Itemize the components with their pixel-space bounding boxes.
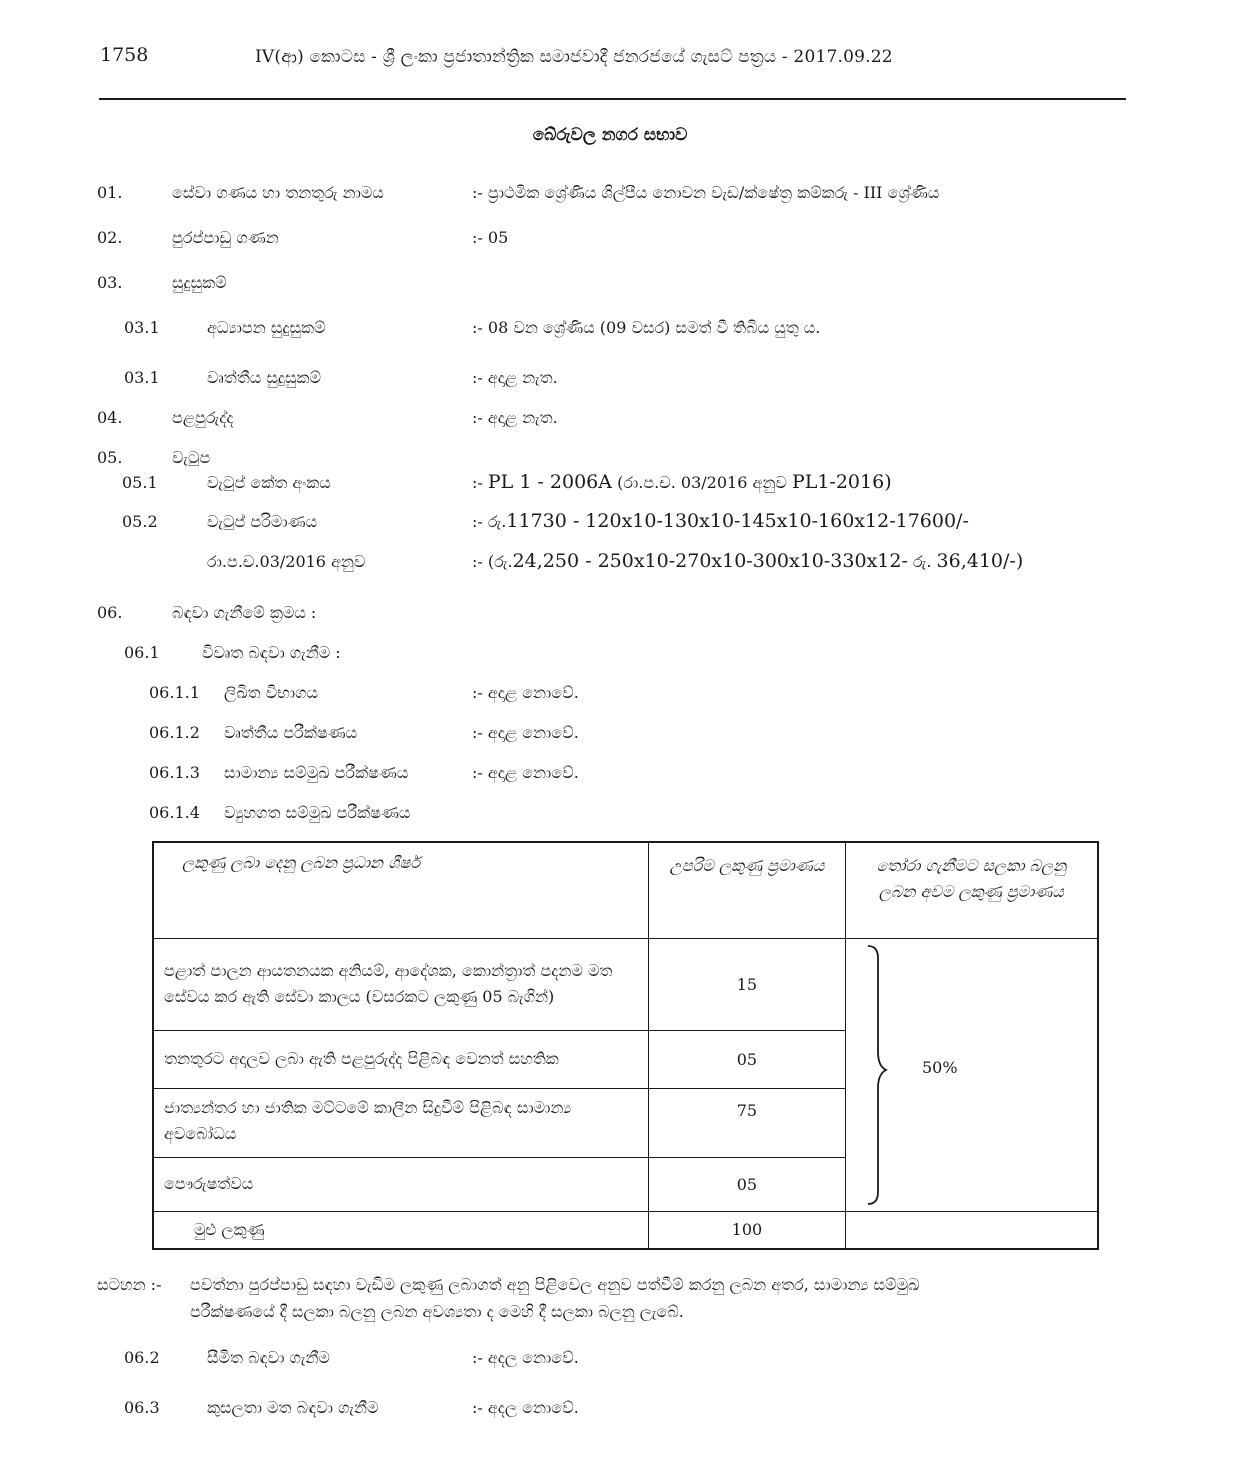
item-label: පළපුරුද්ද [172,408,234,427]
right-brace-icon [866,944,890,1206]
item-number: 05. [97,448,123,467]
header-rule [99,98,1126,100]
total-max-cell: 100 [649,1211,845,1249]
item-label: සුදුසුකම් [172,273,227,292]
item-label: වෘත්තීය සුදුසුකම් [207,368,321,387]
gazette-header: IV(ආ) කොටස - ශ්‍රී ලංකා ප්‍රජාතාන්ත්‍රික සමාජවාදී ජනරජයේ ගැසට් පත්‍රය - 2017.09.22 [255,47,893,67]
item-number: 05.1 [122,473,158,492]
topic-cell: පෞරුෂත්වය [153,1157,649,1211]
item-number: 02. [97,228,123,247]
item-value: :- 05 [472,228,509,247]
value-prefix: :- (රු. [472,552,513,571]
salary-code-new: PL1-2016) [791,471,892,493]
page-number: 1758 [100,44,149,66]
note-line: පවත්නා පුරප්පාඩු සඳහා වැඩිම ලකුණු ලබාගත් අනු පිළිවෙල අනුව පත්වීම් කරනු ලබන අතර, සාමාන්‍ය සම්මුඛ [190,1275,920,1294]
item-label: ලිඛිත විභාගය [224,683,319,702]
item-number: 06.1.3 [149,763,200,782]
item-value [472,471,892,493]
item-number: 06.1 [124,643,160,662]
max-marks-cell: 15 [649,938,845,1030]
item-number: 06.3 [124,1398,160,1417]
value-middle: (රා.ප.ච. 03/2016 අනුව [612,473,792,492]
item-label: වෘත්තීය පරීක්ෂණය [224,723,358,742]
item-value: :- අදාළ නොවේ. [472,763,579,782]
item-label: කුසලතා මත බඳවා ගැනීම [207,1398,379,1417]
salary-code: PL 1 - 2006A [487,471,612,493]
item-label: සේවා ගණය හා තනතුරු නාමය [172,183,384,202]
header-min-marks: තෝරා ගැනීමට සලකා බලනු ලබන අවම ලකුණු ප්‍රමාණය [845,842,1098,938]
item-label: බඳවා ගැනීමේ ක්‍රමය : [172,603,317,622]
item-label: වැටුප [172,448,211,467]
salary-scale: 11730 - 120x10-130x10-145x10-160x12-17600/- [506,510,969,532]
topic-cell: තනතුරට අදාලව ලබා ඇති පළපුරුද්ද පිළිබඳ වෙනත් සහතික [153,1030,649,1088]
item-value: :- අදල නොවේ. [472,1348,579,1367]
item-label: රා.ප.ච.03/2016 අනුව [207,552,366,571]
item-value [472,510,969,532]
item-number: 03.1 [124,318,160,337]
max-marks-cell: 05 [649,1030,845,1088]
table-row [153,938,1098,1030]
min-marks-value: 50% [922,1058,958,1077]
item-number: 06.1.2 [149,723,200,742]
max-marks-cell: 05 [649,1157,845,1211]
item-label: වැටුප් පරිමාණය [207,512,318,531]
marks-table [152,841,1099,1250]
item-number: 06. [97,603,123,622]
salary-scale-new: 24,250 - 250x10-270x10-300x10-330x12- [512,550,908,572]
note-label: සටහන :- [97,1275,162,1294]
item-value: :- අදල නොවේ. [472,1398,579,1417]
item-value: :- අදාළ නැත. [472,408,558,427]
note-line: පරීක්ෂණයේ දී සලකා බලනු ලබන අවශ්‍යතා ද මෙහි දී සලකා බලනු ලැබේ. [190,1302,684,1321]
item-value: :- අදාළ නැත. [472,368,558,387]
document-title: බේරුවල නගර සභාව [532,125,688,145]
value-prefix: :- [472,473,488,492]
header-topic: ලකුණු ලබා දෙනු ලබන ප්‍රධාන ශීර්ෂ [153,842,649,938]
item-value [472,550,1023,572]
salary-scale-end: 36,410/-) [936,550,1024,572]
item-value: :- අදාළ නොවේ. [472,723,579,742]
item-number: 06.1.1 [149,683,200,702]
item-number: 04. [97,408,123,427]
item-number: 01. [97,183,123,202]
item-label: අධ්‍යාපන සුදුසුකම් [207,318,326,337]
item-label: සාමාන්‍ය සම්මුඛ පරීක්ෂණය [224,763,409,782]
item-label: විවෘත බඳවා ගැනීම : [202,643,341,662]
item-number: 03. [97,273,123,292]
max-marks-cell: 75 [649,1088,845,1157]
item-number: 06.1.4 [149,803,200,822]
table-total-row [153,1211,1098,1249]
item-value: :- 08 වන ශ්‍රේණිය (09 වසර) සමත් වී තිබිය යුතු ය. [472,318,821,337]
item-number: 05.2 [122,512,158,531]
topic-cell: ජාත්‍යන්තර හා ජාතික මට්ටමේ කාලීන සිදුවීම් පිළිබඳ සාමාන්‍ය අවබෝධය [153,1088,649,1157]
total-min-cell [845,1211,1098,1249]
header-max-marks: උපරිම ලකුණු ප්‍රමාණය [649,842,845,938]
total-label: මුළු ලකුණු [153,1211,649,1249]
value-middle: රු. [907,552,937,571]
table-header-row [153,842,1098,938]
item-label: සීමිත බඳවා ගැනීම [207,1348,330,1367]
item-value: :- ප්‍රාථමික ශ්‍රේණිය ශිල්පීය නොවන වැඩ/ක්ෂේත්‍ර කම්කරු - III ශ්‍රේණිය [472,183,940,202]
item-label: වැටුප් කේත අංකය [207,473,331,492]
item-value: :- අදාළ නොවේ. [472,683,579,702]
topic-cell: පළාත් පාලන ආයතනයක අනියම්, ආදේශක, කොන්ත්‍රාත් පදනම මත සේවය කර ඇති සේවා කාලය (වසරකට ලකුණු 05 බැගින්) [153,938,649,1030]
item-label: ව්‍යුහගත සම්මුඛ පරීක්ෂණය [224,803,411,822]
item-number: 06.2 [124,1348,160,1367]
item-number: 03.1 [124,368,160,387]
value-prefix: :- රු. [472,512,507,531]
item-label: පුරප්පාඩු ගණන [172,228,279,247]
